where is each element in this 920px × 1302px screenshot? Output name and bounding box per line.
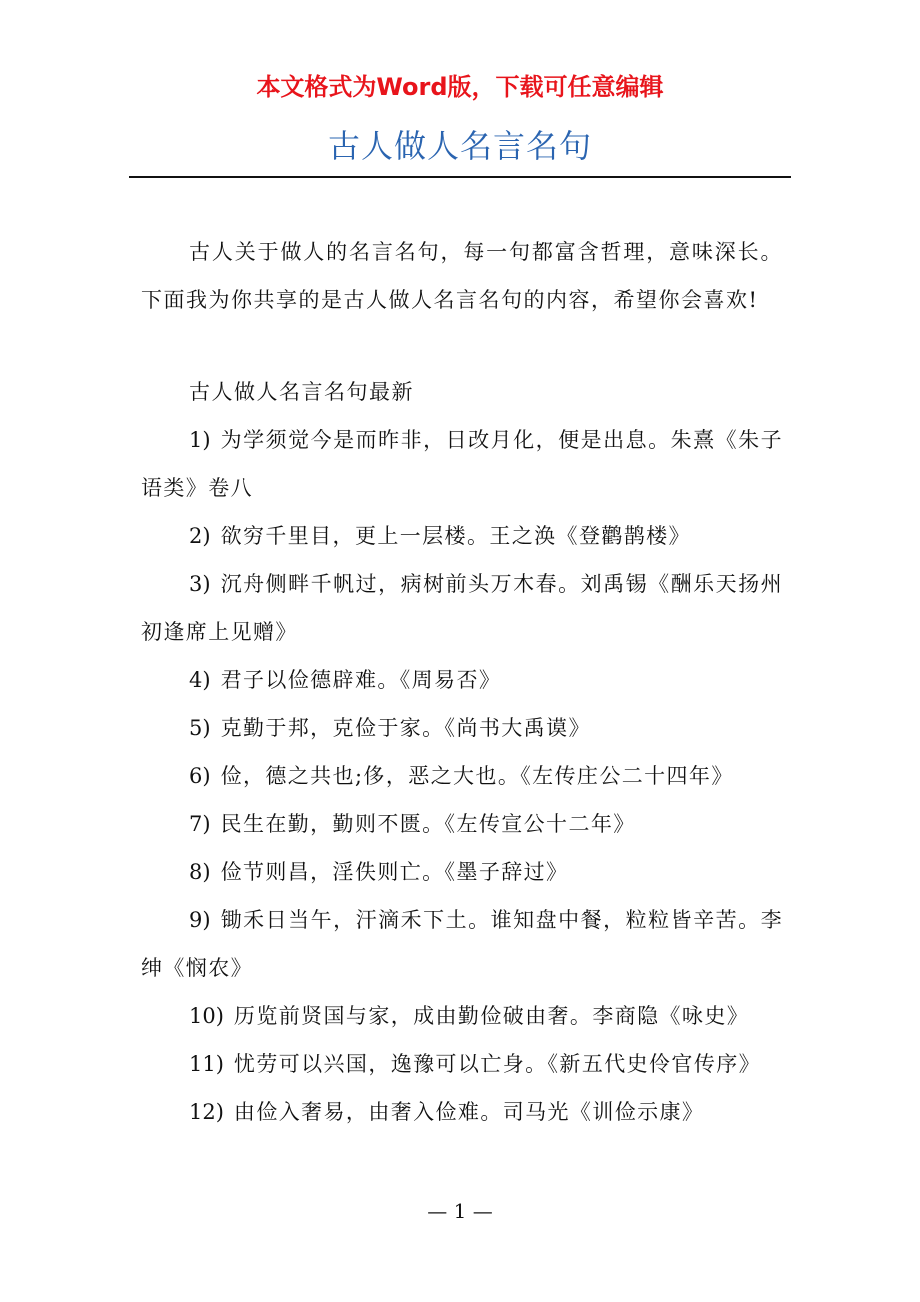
quote-text: 历览前贤国与家，成由勤俭破由奢。李商隐《咏史》 [233, 1004, 750, 1028]
quote-number: 8) [189, 860, 211, 884]
format-notice-banner: 本文格式为Word版，下载可任意编辑 [256, 73, 664, 101]
quote-item [141, 800, 783, 848]
quote-number: 9) [189, 908, 211, 932]
quote-item [141, 704, 783, 752]
quote-text: 锄禾日当午，汗滴禾下土。谁知盘中餐，粒粒皆辛苦。李绅《悯农》 [141, 908, 783, 980]
quote-item [141, 992, 783, 1040]
quote-item [141, 1088, 783, 1136]
document-title: 古人做人名言名句 [327, 127, 592, 165]
quote-item [141, 752, 783, 800]
quote-number: 4) [189, 668, 211, 692]
intro-paragraph: 古人关于做人的名言名句，每一句都富含哲理，意味深长。下面我为你共享的是古人做人名言名句的内容，希望你会喜欢! [141, 240, 783, 312]
section-heading: 古人做人名言名句最新 [189, 380, 414, 404]
quote-text: 欲穷千里目，更上一层楼。王之涣《登鹳鹊楼》 [220, 524, 691, 548]
quote-item [141, 848, 783, 896]
quote-text: 俭节则昌，淫佚则亡。《墨子辞过》 [220, 860, 569, 884]
quote-number: 7) [189, 812, 211, 836]
quote-number: 3) [189, 572, 211, 596]
quote-text: 君子以俭德辟难。《周易否》 [220, 668, 502, 692]
page-number: — 1 — [427, 1199, 493, 1223]
quote-text: 由俭入奢易，由奢入俭难。司马光《训俭示康》 [233, 1100, 705, 1124]
quote-item [141, 656, 783, 704]
quote-number: 10) [189, 1004, 224, 1028]
quote-item [141, 560, 783, 656]
quote-text: 民生在勤，勤则不匮。《左传宣公十二年》 [220, 812, 636, 836]
quote-number: 11) [189, 1052, 224, 1076]
quote-text: 沉舟侧畔千帆过，病树前头万木春。刘禹锡《酬乐天扬州初逢席上见赠》 [141, 572, 783, 644]
quote-number: 12) [189, 1100, 224, 1124]
quote-number: 2) [189, 524, 211, 548]
quote-text: 为学须觉今是而昨非，日改月化，便是出息。朱熹《朱子语类》卷八 [141, 428, 783, 500]
quote-text: 忧劳可以兴国，逸豫可以亡身。《新五代史伶官传序》 [233, 1052, 762, 1076]
document-body [141, 228, 783, 1136]
quote-list [141, 416, 783, 1136]
quote-text: 克勤于邦，克俭于家。《尚书大禹谟》 [220, 716, 591, 740]
quote-item [141, 512, 783, 560]
quote-number: 6) [189, 764, 211, 788]
title-divider [129, 176, 791, 178]
quote-number: 1) [189, 428, 211, 452]
quote-number: 5) [189, 716, 211, 740]
quote-item [141, 416, 783, 512]
quote-text: 俭，德之共也;侈，恶之大也。《左传庄公二十四年》 [220, 764, 734, 788]
quote-item [141, 896, 783, 992]
quote-item [141, 1040, 783, 1088]
